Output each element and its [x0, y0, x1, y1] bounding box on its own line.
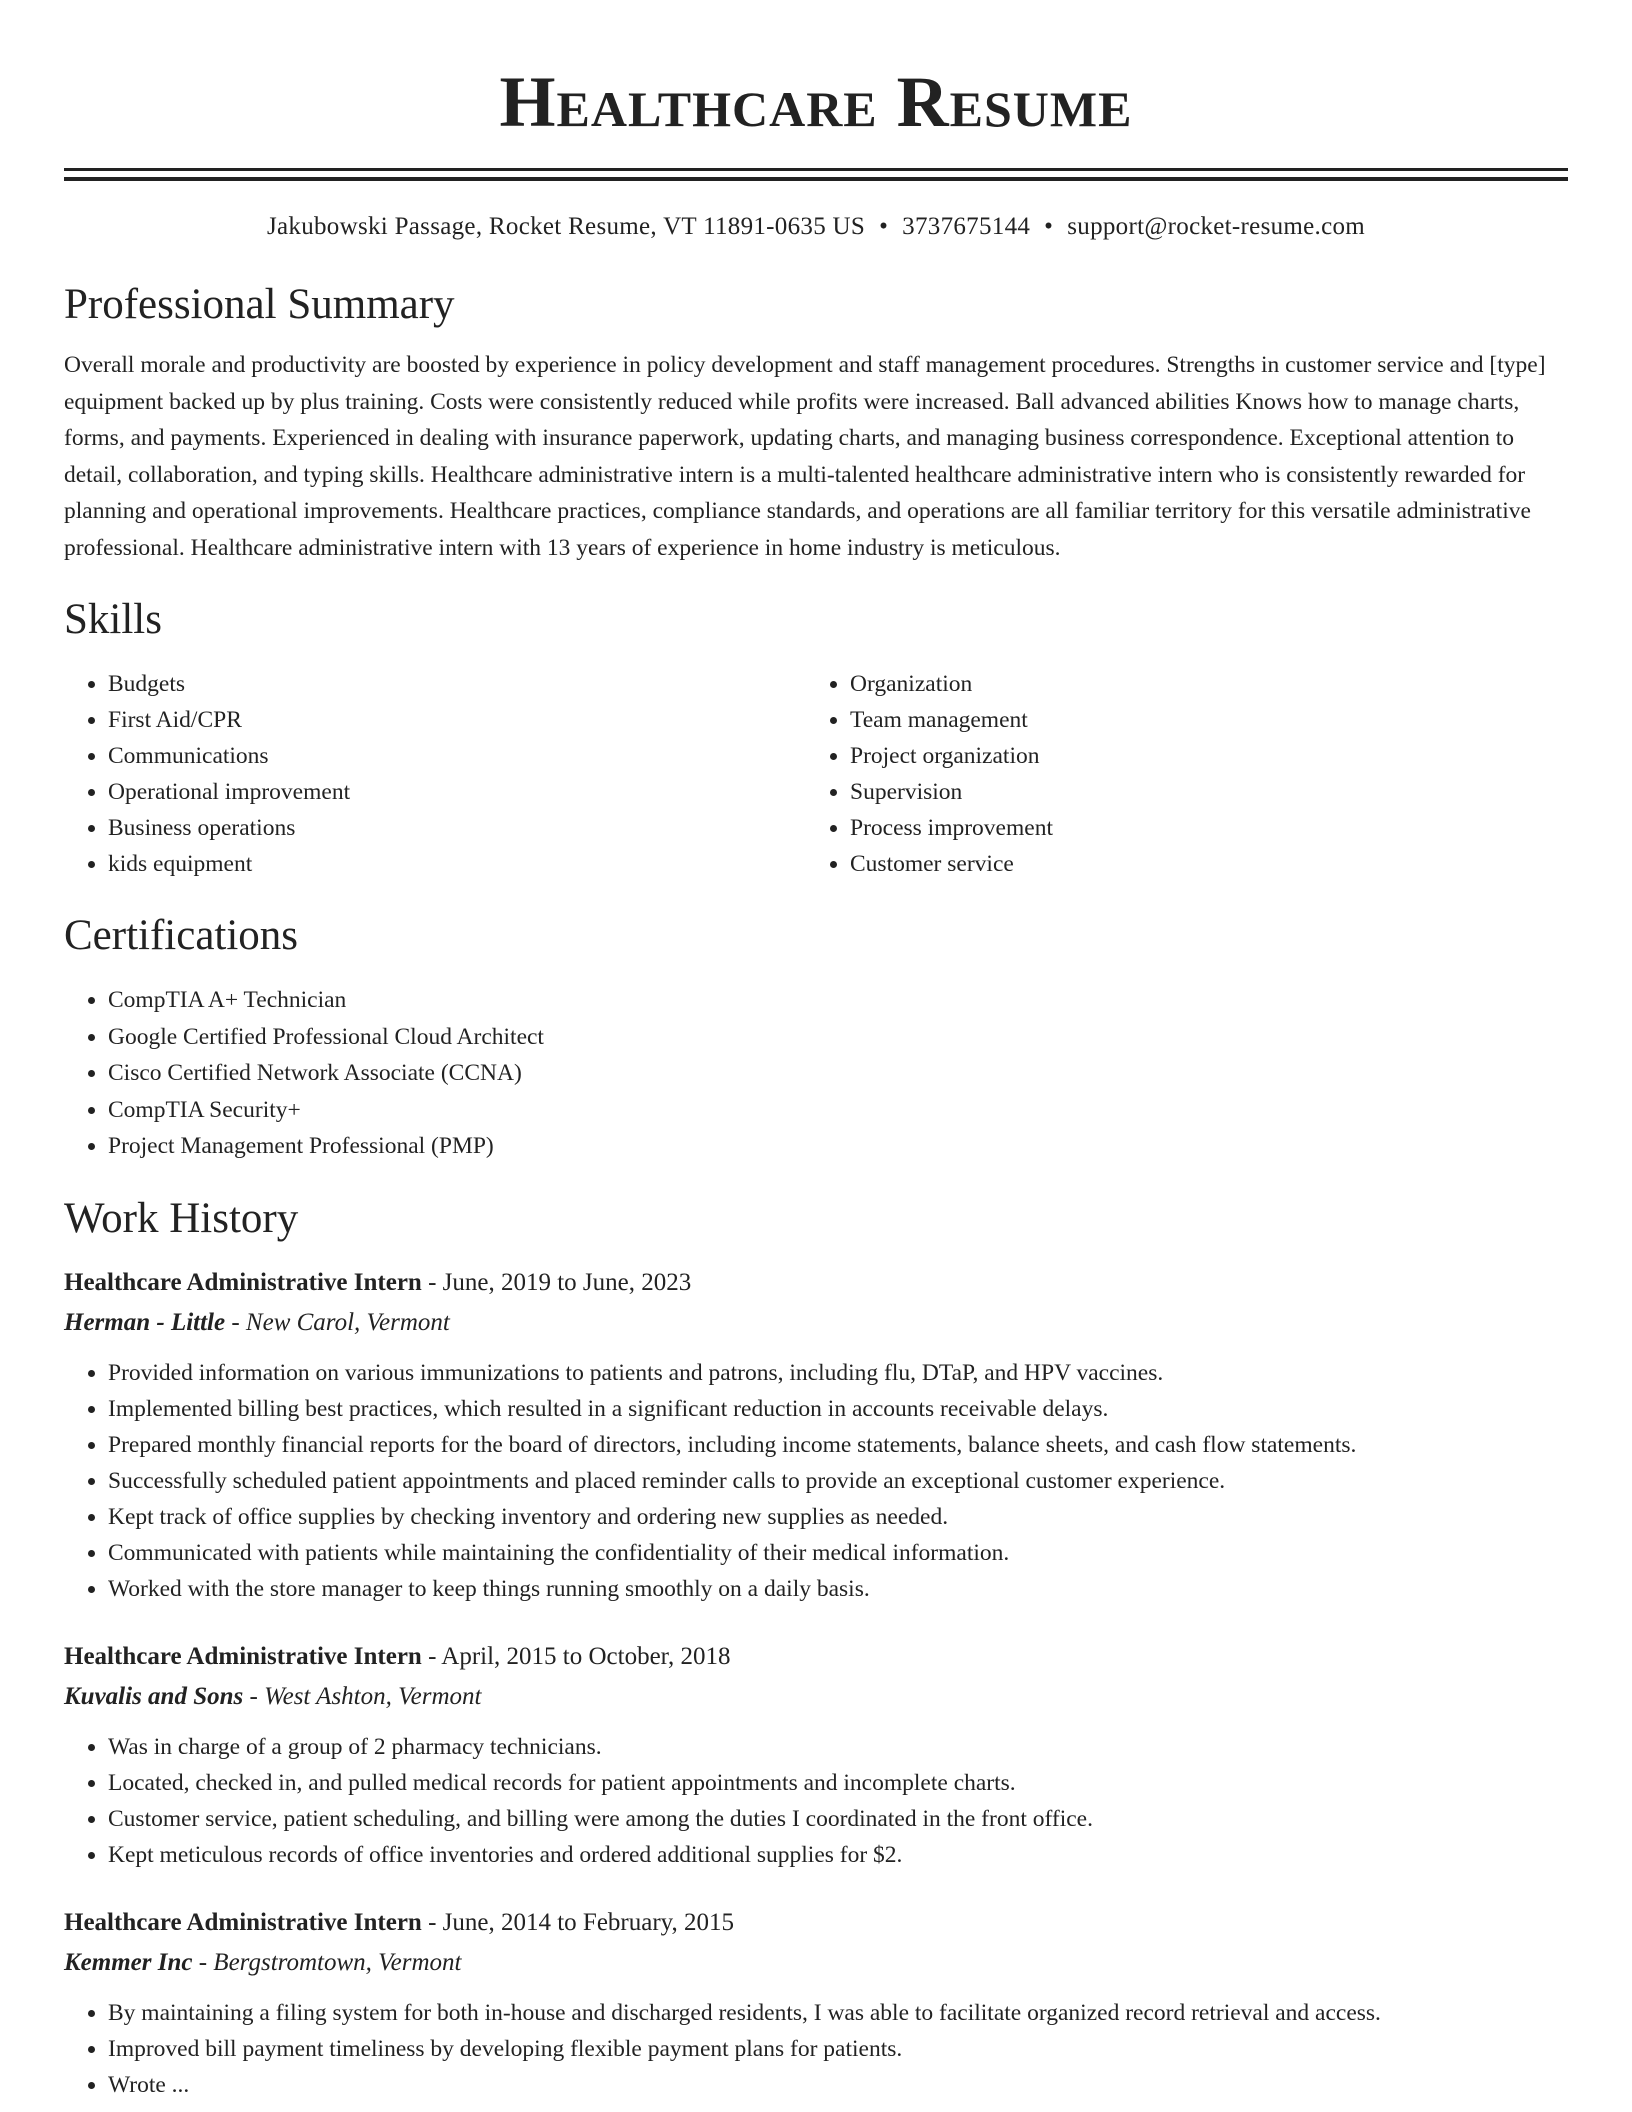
skill-item: • Communications: [108, 738, 806, 774]
skills-section: [64, 594, 1568, 882]
job-dates: - June, 2019 to June, 2023: [421, 1268, 692, 1296]
certification-item: • CompTIA Security+: [108, 1092, 1568, 1129]
certification-item: • CompTIA A+ Technician: [108, 982, 1568, 1019]
job-bullet: • Wrote ...: [108, 2067, 1568, 2103]
skill-item: • Organization: [850, 666, 1548, 702]
job-location: - New Carol, Vermont: [225, 1308, 450, 1336]
job-bullets: [64, 1729, 1568, 1873]
job-company: Kemmer Inc: [64, 1948, 193, 1976]
skill-item: • Project organization: [850, 738, 1548, 774]
summary-text: Overall morale and productivity are boosted by experience in policy development and staff management procedures. Strengths in customer service and [type] equipment backed up by plus training. Costs were consistently reduced while profits were increased. Ball advanced abilities Knows how to manage charts, forms, and payments. Experienced in dealing with insurance paperwork, updating charts, and managing business correspondence. Exceptional attention to detail, collaboration, and typing skills. Healthcare administrative intern is a multi-talented healthcare administrative intern who is consistently rewarded for planning and operational improvements. Healthcare practices, compliance standards, and operations are all familiar territory for this versatile administrative professional. Healthcare administrative intern with 13 years of experience in home industry is meticulous.: [64, 352, 1546, 561]
skills-heading: Skills: [64, 596, 162, 643]
skill-item: • Supervision: [850, 774, 1548, 810]
certification-item: • Project Management Professional (PMP): [108, 1128, 1568, 1165]
skills-list-left: [64, 666, 806, 882]
job-title: Healthcare Administrative Intern: [64, 1908, 422, 1936]
contact-separator: •: [879, 213, 889, 240]
job-bullets: [64, 1355, 1568, 1607]
skill-item: • Customer service: [850, 846, 1548, 882]
job-bullet: • Located, checked in, and pulled medical records for patient appointments and incomplete charts.: [108, 1765, 1568, 1801]
skill-item: • First Aid/CPR: [108, 702, 806, 738]
job-bullet: • Kept meticulous records of office inventories and ordered additional supplies for $2.: [108, 1837, 1568, 1873]
job-dates: - June, 2014 to February, 2015: [421, 1908, 735, 1936]
skills-columns: [64, 666, 1568, 882]
contact-separator: •: [1044, 213, 1054, 240]
summary-section: [64, 279, 1568, 566]
job-dates: - April, 2015 to October, 2018: [421, 1642, 731, 1670]
skill-item: • Operational improvement: [108, 774, 806, 810]
job-company: Herman - Little: [64, 1308, 226, 1336]
summary-heading: Professional Summary: [64, 281, 455, 328]
resume-name: Healthcare Resume: [499, 62, 1133, 142]
job-title-line: [64, 1637, 1568, 1677]
skill-item: • Process improvement: [850, 810, 1548, 846]
job-entry: [64, 1903, 1568, 2103]
job-bullet: • Improved bill payment timeliness by developing flexible payment plans for patients.: [108, 2031, 1568, 2067]
job-bullet: • Implemented billing best practices, which resulted in a significant reduction in accounts receivable delays.: [108, 1391, 1568, 1427]
work-history-section: [64, 1193, 1568, 2103]
contact-address: Jakubowski Passage, Rocket Resume, VT 11891-0635 US: [266, 213, 866, 240]
job-company-line: [64, 1677, 1568, 1717]
job-title: Healthcare Administrative Intern: [64, 1642, 422, 1670]
job-bullet: • Provided information on various immunizations to patients and patrons, including flu, DTaP, and HPV vaccines.: [108, 1355, 1568, 1391]
job-title: Healthcare Administrative Intern: [64, 1268, 422, 1296]
certifications-section: [64, 910, 1568, 1165]
job-bullet: • By maintaining a filing system for both in-house and discharged residents, I was able to facilitate organized record retrieval and access.: [108, 1995, 1568, 2031]
resume-page: [64, 0, 1568, 2103]
job-company-line: [64, 1303, 1568, 1343]
job-title-line: [64, 1903, 1568, 1943]
work-history-heading: Work History: [64, 1194, 299, 1242]
job-title-line: [64, 1263, 1568, 1303]
skill-item: • Business operations: [108, 810, 806, 846]
job-bullet: • Successfully scheduled patient appointments and placed reminder calls to provide an exceptional customer experience.: [108, 1463, 1568, 1499]
job-bullet: • Communicated with patients while maintaining the confidentiality of their medical information.: [108, 1535, 1568, 1571]
job-bullet: • Was in charge of a group of 2 pharmacy technicians.: [108, 1729, 1568, 1765]
job-location: - Bergstromtown, Vermont: [192, 1948, 462, 1976]
job-bullet: • Prepared monthly financial reports for the board of directors, including income statements, balance sheets, and cash flow statements.: [108, 1427, 1568, 1463]
job-entry: [64, 1637, 1568, 1873]
skill-item: • Budgets: [108, 666, 806, 702]
job-bullet: • Kept track of office supplies by checking inventory and ordering new supplies as needed.: [108, 1499, 1568, 1535]
job-bullet: • Customer service, patient scheduling, and billing were among the duties I coordinated in the front office.: [108, 1801, 1568, 1837]
contact-line: [64, 211, 1568, 243]
header-divider: [64, 168, 1568, 181]
certifications-list: [64, 982, 1568, 1165]
job-company-line: [64, 1943, 1568, 1983]
job-company: Kuvalis and Sons: [64, 1682, 244, 1710]
skill-item: • Team management: [850, 702, 1548, 738]
certification-item: • Cisco Certified Network Associate (CCNA): [108, 1055, 1568, 1092]
skill-item: • kids equipment: [108, 846, 806, 882]
certification-item: • Google Certified Professional Cloud Architect: [108, 1019, 1568, 1056]
job-entry: [64, 1263, 1568, 1607]
job-bullet: • Worked with the store manager to keep things running smoothly on a daily basis.: [108, 1571, 1568, 1607]
job-bullets: [64, 1995, 1568, 2103]
job-location: - West Ashton, Vermont: [243, 1682, 482, 1710]
contact-email: support@rocket-resume.com: [1067, 213, 1366, 240]
contact-phone: 3737675144: [902, 213, 1031, 240]
skills-list-right: [806, 666, 1548, 882]
certifications-heading: Certifications: [64, 912, 299, 959]
